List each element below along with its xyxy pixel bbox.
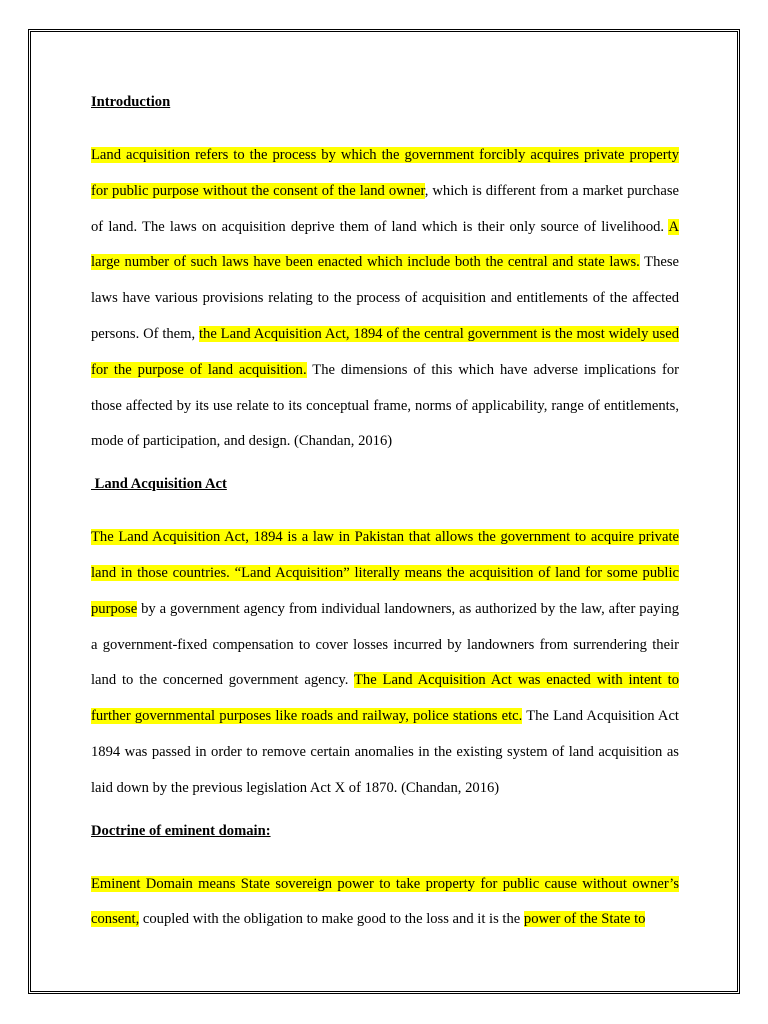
body-text: The Land Acquisition Act 1894 was passed in order to remove certain anomalies in the existing system of land acquisition as laid down by the previous legislation Act X of 1870. (Chandan, 2016) [91, 708, 679, 796]
body-text: The dimensions of this which have adverse implications for those affected by its use relate to its conceptual frame, norms of applicability, range of entitlements, mode of participation, and design. (Chandan, 2016) [91, 361, 679, 450]
body-text: by a government agency from individual landowners, as authorized by the law, after paying a government-fixed compensation to cover losses incurred by landowners from surrendering their land to the concerned government agency. [91, 600, 679, 689]
highlighted-text: the Land Acquisition Act, 1894 of the central government is the most widely used for the purpose of land acquisition. [91, 325, 679, 378]
highlighted-text: Eminent Domain means State sovereign power to take property for public cause without owner’s consent, [91, 875, 679, 928]
body-text: coupled with the obligation to make good to the loss and it is the [139, 911, 524, 928]
highlighted-text: The Land Acquisition Act, 1894 is a law in Pakistan that allows the government to acquire private land in those countries. “Land Acquisition” literally means the acquisition of land for some public purpose [91, 529, 679, 617]
heading-introduction: Introduction [91, 94, 171, 110]
highlighted-text: power of the State to [523, 911, 646, 928]
paragraph-eminent-domain [91, 867, 679, 939]
heading-text: Land Acquisition Act [91, 476, 227, 493]
highlighted-text: Land acquisition refers to the process by which the government forcibly acquires private property for public purpose without the consent of the land owner [91, 147, 679, 199]
paragraph-land-acquisition-act [91, 520, 679, 806]
highlighted-text: A large number of such laws have been enacted which include both the central and state laws. [91, 218, 679, 271]
body-text: These laws have various provisions relating to the process of acquisition and entitlements of the affected persons. Of them, [91, 254, 680, 342]
heading-doctrine-of-eminent-domain: Doctrine of eminent domain: [91, 822, 271, 839]
highlighted-text: The Land Acquisition Act was enacted with intent to further governmental purposes like roads and railway, police stations etc. [91, 672, 679, 725]
body-text: , which is different from a market purchase of land. The laws on acquisition deprive them of land which is their only source of livelihood. [91, 182, 679, 235]
paragraph-introduction [91, 138, 679, 460]
heading-land-acquisition-act [91, 472, 679, 496]
document-body [91, 90, 679, 938]
